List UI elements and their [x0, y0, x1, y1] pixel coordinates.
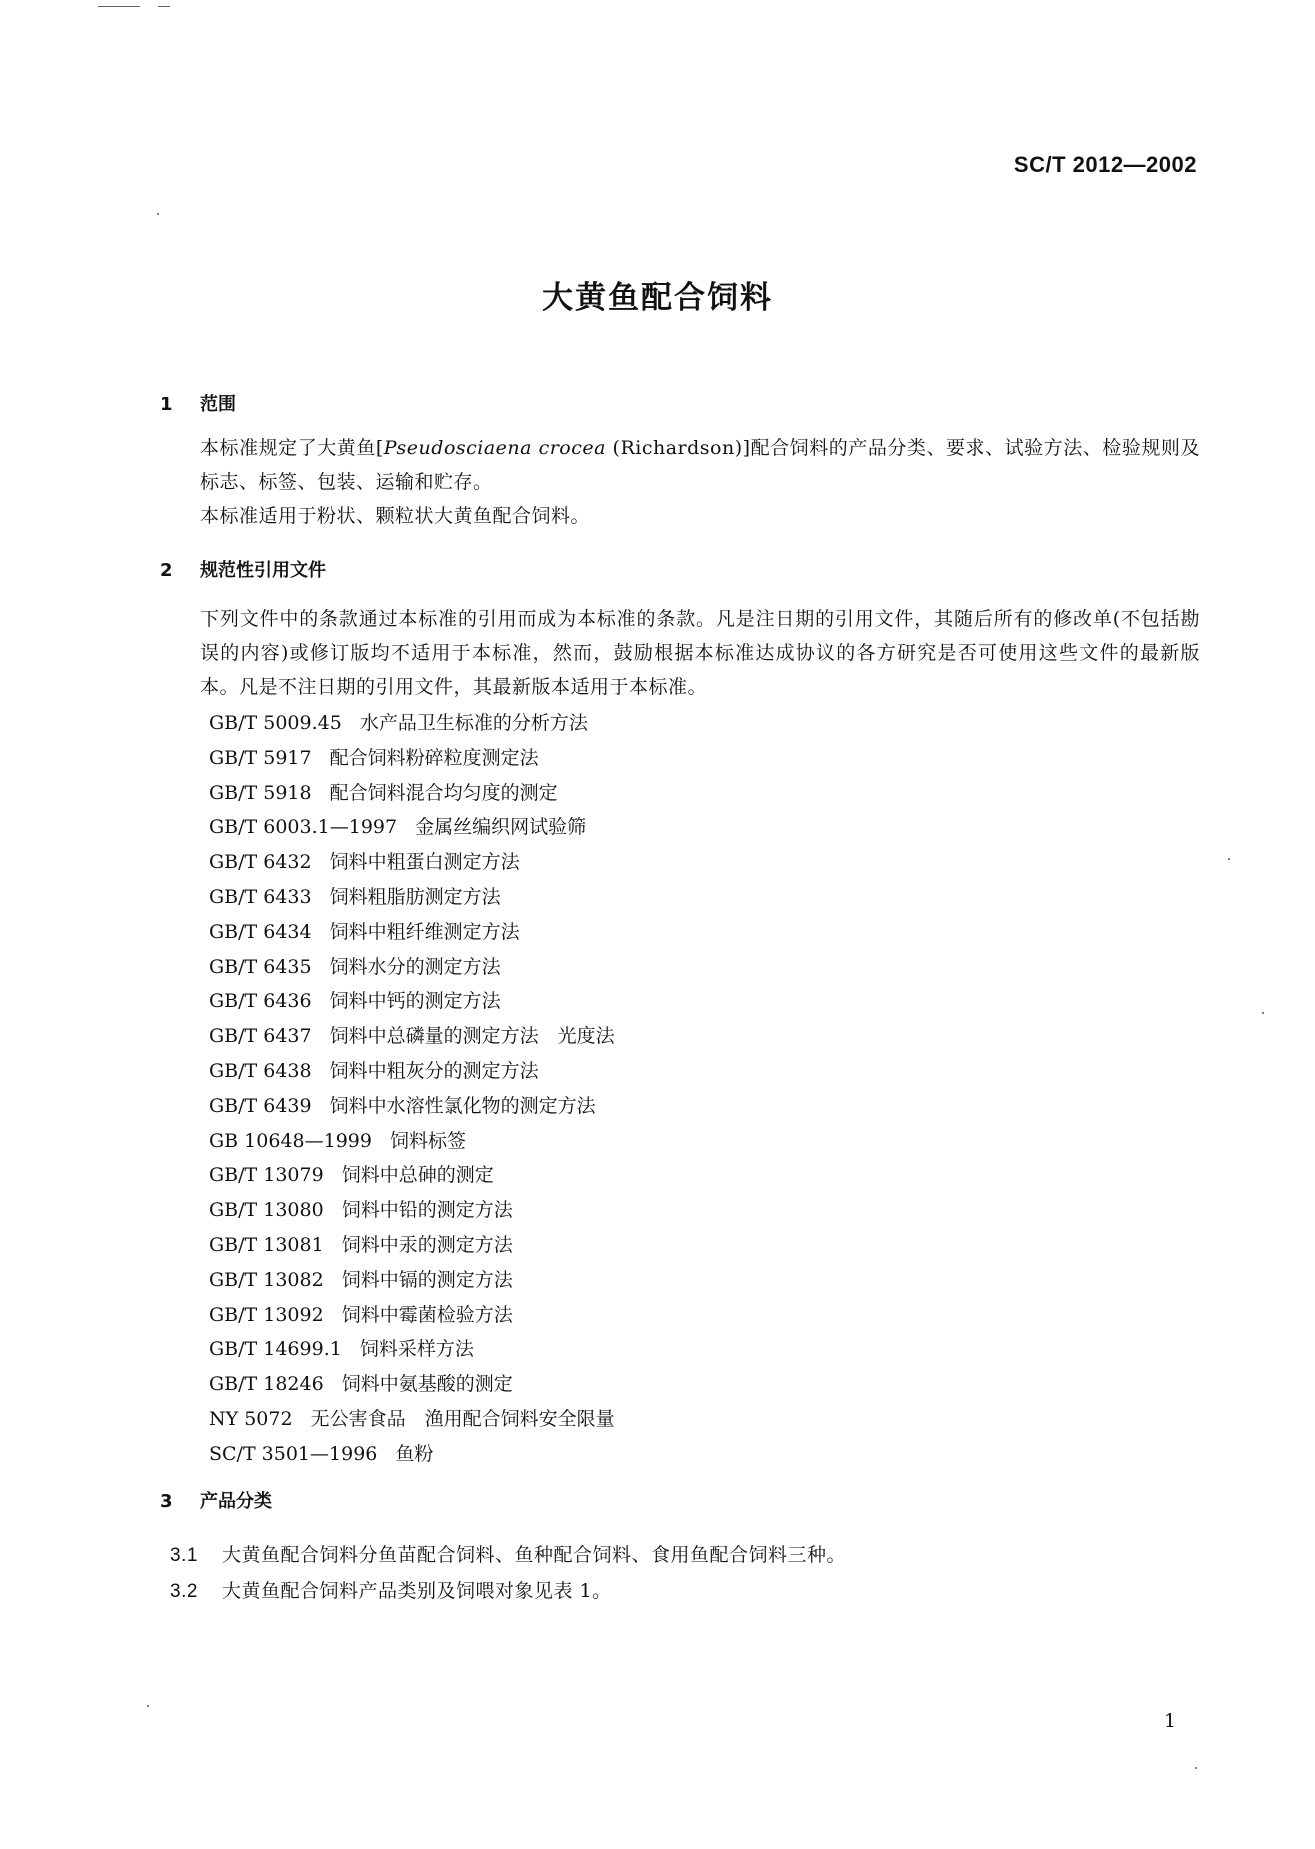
reference-code: GB/T 6432: [209, 851, 312, 874]
reference-code: SC/T 3501—1996: [209, 1442, 378, 1465]
reference-item: [209, 1332, 909, 1367]
reference-title: 饲料水分的测定方法: [329, 955, 501, 978]
section-1-heading: [160, 390, 236, 416]
reference-item: [209, 1263, 909, 1298]
reference-item: [209, 950, 909, 985]
reference-item: [209, 706, 909, 741]
page-number: 1: [1164, 1710, 1177, 1732]
reference-title: 饲料中铅的测定方法: [341, 1199, 513, 1222]
scope-text-b: (Richardson)]配合饲料的产品分类、要求、试验方法、检验规则及标志、标签、包装、运输和贮存。: [200, 437, 1200, 493]
reference-item: [209, 1437, 909, 1472]
reference-title: 饲料中汞的测定方法: [341, 1233, 513, 1256]
reference-item: [209, 1298, 909, 1333]
reference-code: GB/T 13080: [209, 1199, 324, 1222]
applicability-text: 本标准适用于粉状、颗粒状大黄鱼配合饲料。: [200, 505, 591, 527]
reference-code: GB/T 6438: [209, 1059, 312, 1082]
reference-item: [209, 915, 909, 950]
scope-paragraph: [160, 431, 1200, 499]
reference-item: [209, 1158, 909, 1193]
scan-speck: [157, 213, 159, 215]
reference-title: 饲料中霉菌检验方法: [341, 1303, 513, 1326]
reference-item: [209, 1402, 909, 1437]
reference-item: [209, 1054, 909, 1089]
reference-item: [209, 1019, 909, 1054]
reference-title: 饲料中镉的测定方法: [341, 1268, 513, 1291]
scan-speck: [1262, 1012, 1264, 1014]
clause-text: 大黄鱼配合饲料分鱼苗配合饲料、鱼种配合饲料、食用鱼配合饲料三种。: [222, 1544, 847, 1566]
reference-title: 饲料中粗蛋白测定方法: [329, 851, 520, 874]
reference-item: [209, 984, 909, 1019]
reference-code: GB/T 14699.1: [209, 1338, 342, 1361]
reference-code: GB/T 6434: [209, 920, 312, 943]
reference-code: GB/T 13082: [209, 1268, 324, 1291]
reference-item: [209, 880, 909, 915]
reference-title: 无公害食品 渔用配合饲料安全限量: [310, 1407, 615, 1430]
reference-code: GB/T 6433: [209, 885, 312, 908]
reference-title: 饲料粗脂肪测定方法: [329, 885, 501, 908]
reference-code: GB/T 6435: [209, 955, 312, 978]
reference-title: 饲料标签: [389, 1129, 466, 1152]
section-number: 1: [160, 394, 173, 415]
reference-title: 配合饲料混合均匀度的测定: [329, 781, 558, 804]
section-title: 范围: [200, 394, 236, 415]
intro-text: 下列文件中的条款通过本标准的引用而成为本标准的条款。凡是注日期的引用文件，其随后所有的修改单(不包括勘误的内容)或修订版均不适用于本标准，然而，鼓励根据本标准达成协议的各方研究是否可使用这些文件的最新版本。凡是不注日期的引用文件，其最新版本适用于本标准。: [200, 608, 1200, 698]
reference-item: [209, 1193, 909, 1228]
reference-item: [209, 741, 909, 776]
clause-3-1: [170, 1540, 846, 1567]
reference-title: 配合饲料粉碎粒度测定法: [329, 746, 539, 769]
reference-item: [209, 810, 909, 845]
reference-title: 饲料中总磷量的测定方法 光度法: [329, 1025, 615, 1048]
reference-item: [209, 1228, 909, 1263]
reference-list: [209, 706, 909, 1472]
section-number: 3: [160, 1491, 173, 1512]
reference-code: GB/T 6439: [209, 1094, 312, 1117]
references-intro: [160, 602, 1200, 704]
reference-code: GB/T 13081: [209, 1233, 324, 1256]
latin-species-name: Pseudosciaena crocea: [383, 437, 606, 459]
clause-number: 3.1: [170, 1545, 198, 1566]
scan-marks: [98, 6, 178, 8]
reference-item: [209, 1124, 909, 1159]
clause-text: 大黄鱼配合饲料产品类别及饲喂对象见表 1。: [222, 1580, 612, 1602]
section-number: 2: [160, 560, 173, 581]
reference-code: GB/T 5009.45: [209, 712, 342, 734]
reference-code: GB 10648—1999: [209, 1129, 372, 1152]
section-2-heading: [160, 556, 326, 582]
reference-item: [209, 776, 909, 811]
clause-number: 3.2: [170, 1581, 198, 1602]
reference-code: GB/T 6436: [209, 990, 312, 1013]
section-title: 规范性引用文件: [200, 560, 326, 581]
standard-code: SC/T 2012—2002: [1013, 152, 1197, 177]
reference-item: [209, 845, 909, 880]
document-title: 大黄鱼配合饲料: [542, 280, 773, 316]
reference-item: [209, 1089, 909, 1124]
scan-speck: [1228, 858, 1230, 860]
reference-code: GB/T 5918: [209, 781, 312, 804]
reference-code: GB/T 13092: [209, 1303, 324, 1326]
reference-title: 饲料中钙的测定方法: [329, 990, 501, 1013]
reference-title: 鱼粉: [395, 1442, 434, 1465]
reference-code: GB/T 6437: [209, 1025, 312, 1048]
reference-code: GB/T 13079: [209, 1164, 324, 1187]
reference-title: 饲料中总砷的测定: [341, 1164, 494, 1187]
reference-title: 金属丝编织网试验筛: [415, 816, 587, 839]
reference-title: 饲料采样方法: [359, 1338, 474, 1361]
reference-code: GB/T 5917: [209, 746, 312, 769]
reference-title: 水产品卫生标准的分析方法: [359, 712, 588, 734]
scope-text-a: 本标准规定了大黄鱼[: [200, 437, 384, 459]
reference-title: 饲料中氨基酸的测定: [341, 1373, 513, 1396]
reference-code: NY 5072: [209, 1407, 293, 1430]
reference-title: 饲料中粗纤维测定方法: [329, 920, 520, 943]
clause-3-2: [170, 1576, 612, 1603]
reference-title: 饲料中水溶性氯化物的测定方法: [329, 1094, 596, 1117]
section-3-heading: [160, 1487, 272, 1513]
scope-applicability: [160, 499, 1200, 533]
reference-item: [209, 1367, 909, 1402]
scan-speck: [147, 1705, 149, 1707]
scan-speck: [1195, 1767, 1197, 1769]
reference-code: GB/T 18246: [209, 1373, 324, 1396]
reference-title: 饲料中粗灰分的测定方法: [329, 1059, 539, 1082]
reference-code: GB/T 6003.1—1997: [209, 816, 398, 839]
section-title: 产品分类: [200, 1491, 272, 1512]
